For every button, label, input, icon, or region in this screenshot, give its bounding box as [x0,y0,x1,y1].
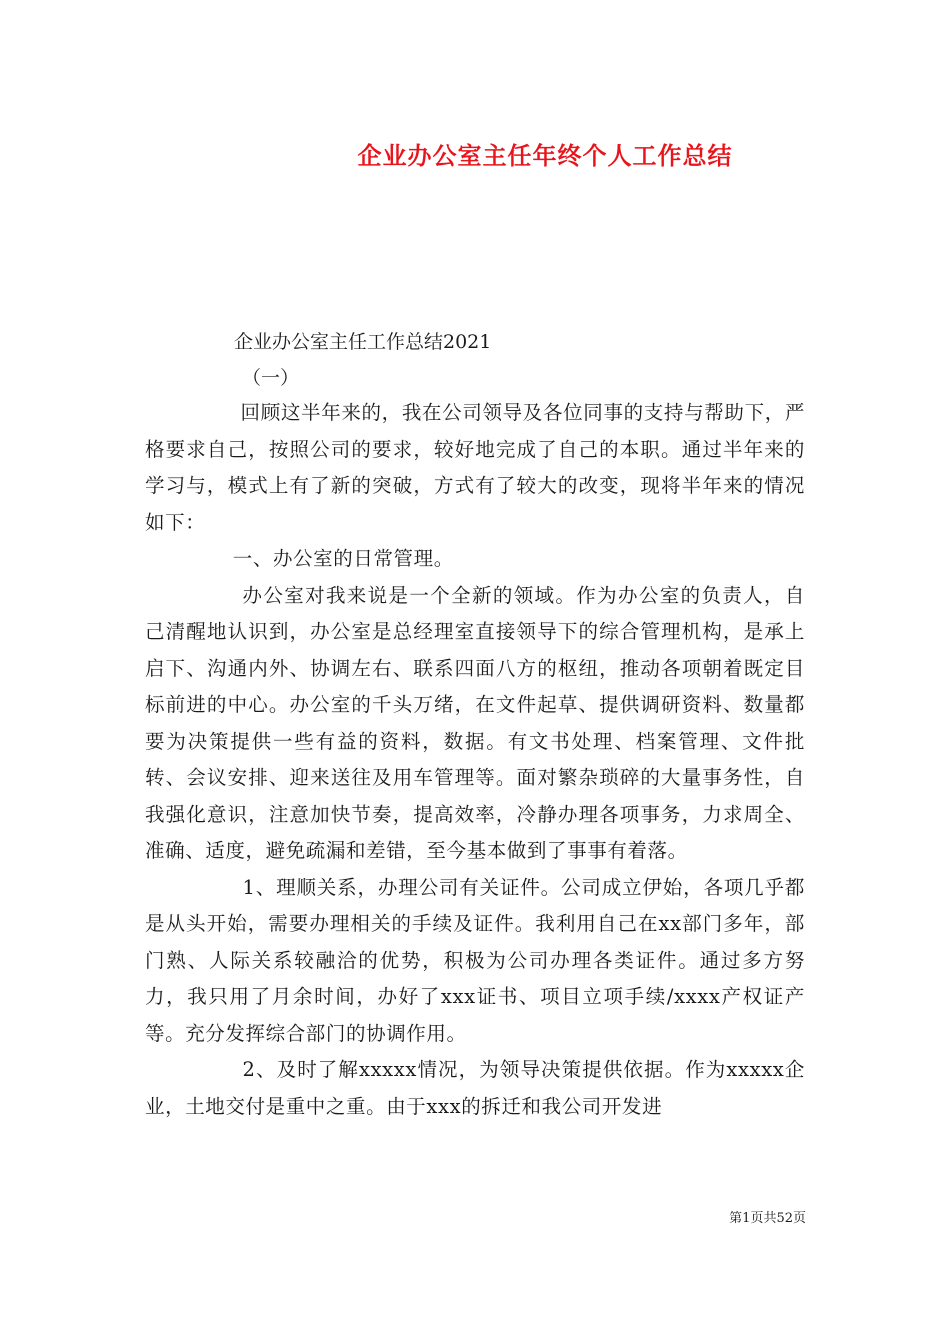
page-number: 第1页共52页 [729,1211,806,1226]
document-title: 企业办公室主任年终个人工作总结 [357,141,733,170]
section-heading-daily-management: 一、办公室的日常管理。 [232,547,454,570]
paragraph-item-1: 1、理顺关系，办理公司有关证件。公司成立伊始，各项几乎都是从头开始，需要办理相关的手续及证件。我利用自己在xx部门多年，部门熟、人际关系较融洽的优势，积极为公司办理各类证件。通过多方努力，我只用了月余时间，办好了xxx证书、项目立项手续/xxxx产权证产等。充分发挥综合部门的协调作用。 [145,875,805,1045]
document-body [145,395,805,1125]
paragraph-item-2: 2、及时了解xxxxx情况，为领导决策提供依据。作为xxxxx企业，土地交付是重中之重。由于xxx的拆迁和我公司开发进 [145,1058,805,1118]
document-subtitle: 企业办公室主任工作总结2021 [234,331,492,353]
section-number: （一） [242,367,300,389]
paragraph-office-role: 办公室对我来说是一个全新的领域。作为办公室的负责人，自己清醒地认识到，办公室是总经理室直接领导下的综合管理机构，是承上启下、沟通内外、协调左右、联系四面八方的枢纽，推动各项朝着既定目标前进的中心。办公室的千头万绪，在文件起草、提供调研资料、数量都要为决策提供一些有益的资料，数据。有文书处理、档案管理、文件批转、会议安排、迎来送往及用车管理等。面对繁杂琐碎的大量事务性，自我强化意识，注意加快节奏，提高效率，冷静办理各项事务，力求周全、准确、适度，避免疏漏和差错，至今基本做到了事事有着落。 [145,583,805,862]
paragraph-intro: 回顾这半年来的，我在公司领导及各位同事的支持与帮助下，严格要求自己，按照公司的要求，较好地完成了自己的本职。通过半年来的学习与，模式上有了新的突破，方式有了较大的改变，现将半年来的情况如下： [145,401,805,534]
